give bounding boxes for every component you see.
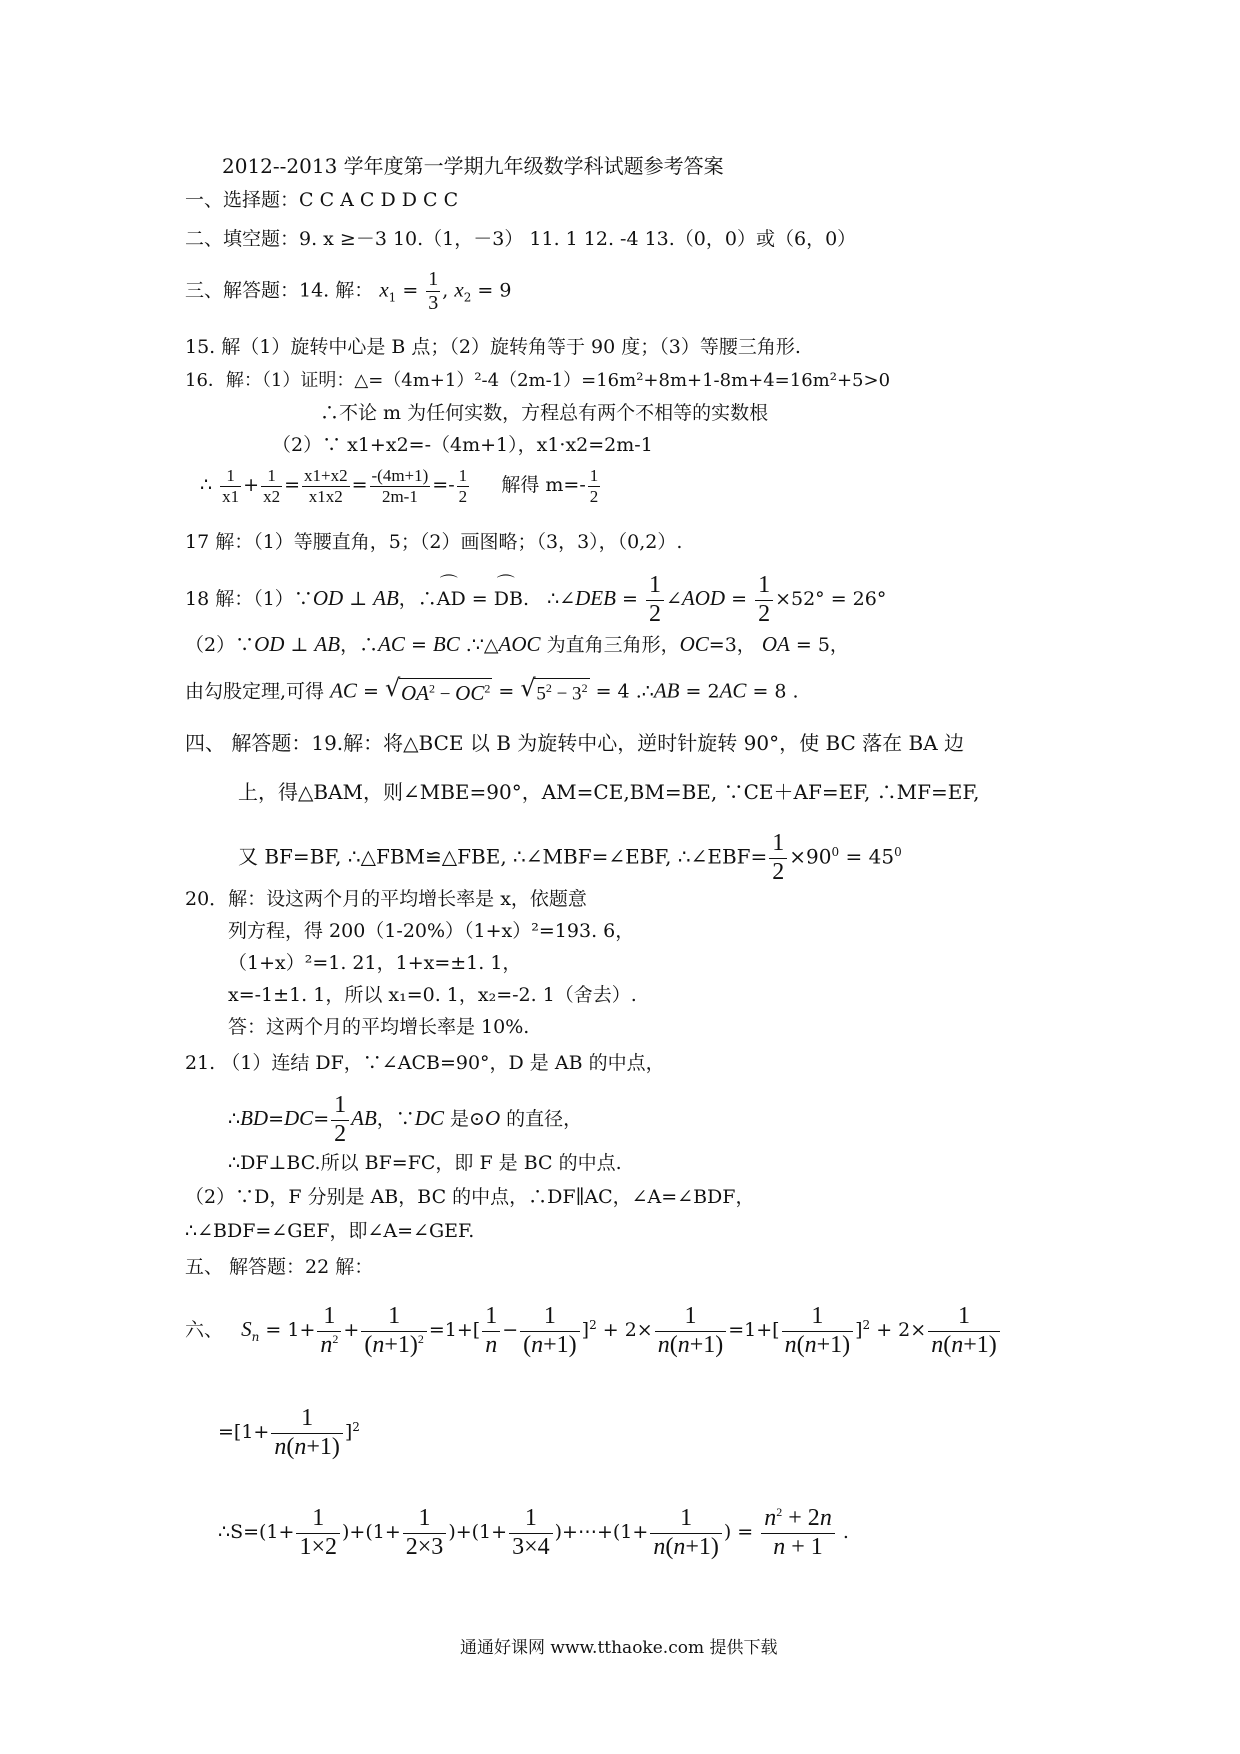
q23-label: 六、 [185,1319,224,1342]
q23-line3: ∴S=(1+ $\frac{1}{1\times 2}$ )+(1+ $\frac{1}{2\times 3}$ )+(1+ $\frac{1}{3\times 4}$ )+⋯+(1+ $\frac{1}{n(n+1)}$ ) = $\frac{n^2 + 2n}{n + 1}$ . [218,1505,849,1560]
q21-line3: ∴DF⊥BC.所以 BF=FC，即 F 是 BC 的中点. [228,1152,622,1174]
q19-line1: 四、 解答题：19.解：将△BCE 以 B 为旋转中心，逆时针旋转 90°，使 BC 落在 BA 边 [185,731,965,755]
q18-line2: （2）∵OD ⊥ AB，∴AC = BC .∵△AOC 为直角三角形，OC=3， OA = 5， [185,632,849,656]
doc-title: 2012--2013 学年度第一学期九年级数学科试题参考答案 [222,154,724,178]
q20-line1: 20．解：设这两个月的平均增长率是 x，依题意 [185,888,587,910]
q21-line5: ∴∠BDF=∠GEF，即∠A=∠GEF. [185,1220,475,1242]
q19-line2: 上，得△BAM，则∠MBE=90°，AM=CE,BM=BE, ∵CE＋AF=EF, ∴MF=EF, [238,780,980,804]
q20-line5: 答：这两个月的平均增长率是 10%. [228,1016,530,1038]
q18-part3-label: 由勾股定理,可得 [185,680,325,703]
q18-part2-label: （2） [185,634,236,656]
q20-line2: 列方程，得 200（1-20%）（1+x）²=193. 6， [228,920,635,942]
q14-label: 三、解答题：14. 解： [185,279,374,302]
section-fill: 二、填空题：9. x ≥－3 10.（1，－3） 11. 1 12. -4 13.（0，0）或（6，0） [185,228,857,250]
q21-line1: 21. （1）连结 DF，∵∠ACB=90°，D 是 AB 的中点， [185,1052,665,1074]
q19-line3-text: 又 BF=BF, ∴△FBM≌△FBE, ∴∠MBF=∠EBF, ∴∠EBF= [238,844,768,869]
q21-line2: ∴BD=DC= $\frac{1}{2}$ AB，∵DC 是⊙O 的直径， [228,1092,583,1147]
q22: 五、 解答题：22 解： [185,1256,374,1278]
q16-line1: 16．解：（1）证明：△=（4m+1）²-4（2m-1）=16m²+8m+1-8m+4=16m²+5>0 [185,370,891,391]
q21-line4: （2）∵D，F 分别是 AB，BC 的中点，∴DF∥AC，∠A=∠BDF， [185,1186,755,1208]
q16-line3: （2）∵ x1+x2=-（4m+1），x1·x2=2m-1 [272,434,653,456]
q20-line4: x=-1±1. 1，所以 x₁=0. 1，x₂=-2. 1（舍去）. [228,984,637,1006]
page-footer: 通通好课网 www.tthaoke.com 提供下载 [460,1638,778,1658]
q23-line2: =[1+ $\frac{1}{n(n+1)}$ ]$^2$ [218,1405,360,1460]
q19-line3: 又 BF=BF, ∴△FBM≌△FBE, ∴∠MBF=∠EBF, ∴∠EBF= $\frac{1}{2}$ $\times 90^0 = 45^0$ [238,830,902,885]
q20-line3: （1+x）²=1. 21，1+x=±1. 1， [228,952,522,974]
q15: 15. 解（1）旋转中心是 B 点；（2）旋转角等于 90 度；（3）等腰三角形. [185,336,801,358]
q18-line1: 18 解：（1）∵OD ⊥ AB，∴⌒ AD = ⌒ DB. ∴∠DEB = $\frac{1}{2}$ ∠AOD = $\frac{1}{2}$ ×52° = 26° [185,572,886,628]
q16-line2: ∴不论 m 为任何实数，方程总有两个不相等的实数根 [320,402,769,424]
section-choice: 一、选择题：C C A C D D C C [185,189,459,211]
section-solve-14: 三、解答题：14. 解： $x_1$ = $\frac{1}{3}$ , $x_2 = 9$ [185,268,512,314]
q16-result-label: 解得 m=- [501,474,586,497]
q16-line4: ∴ $\frac{1}{x1}$ + $\frac{1}{x2}$ = $\frac{x1+x2}{x1x2}$ = $\frac{-(4m+1)}{2m-1}$ =- $\frac{1}{2}$ 解得 m=- $\frac{1}{2}$ [200,466,599,506]
q17: 17 解：（1）等腰直角，5；（2）画图略；（3，3），（0,2）. [185,531,683,553]
q18-label: 18 解：（1） [185,588,294,611]
q23-line1: 六、 $S_n = 1+$ $\frac{1}{n^2}$ + $\frac{1}{(n+1)^2}$ =1+[ $\frac{1}{n}$ − $\frac{1}{(n+1)}$ ]$^2$ + 2× $\frac{1}{n(n+1)}$ =1+[ $\frac{1}{n(n+1)}$ ]$^2$ + 2× $\frac{1}{n(n+1)}$ [185,1303,1002,1359]
q18-line3: 由勾股定理,可得 AC = √ $OA^2 - OC^2$ = √ $5^2 - 3^2 = 4$ .∴AB = 2AC = 8 . [185,678,799,707]
